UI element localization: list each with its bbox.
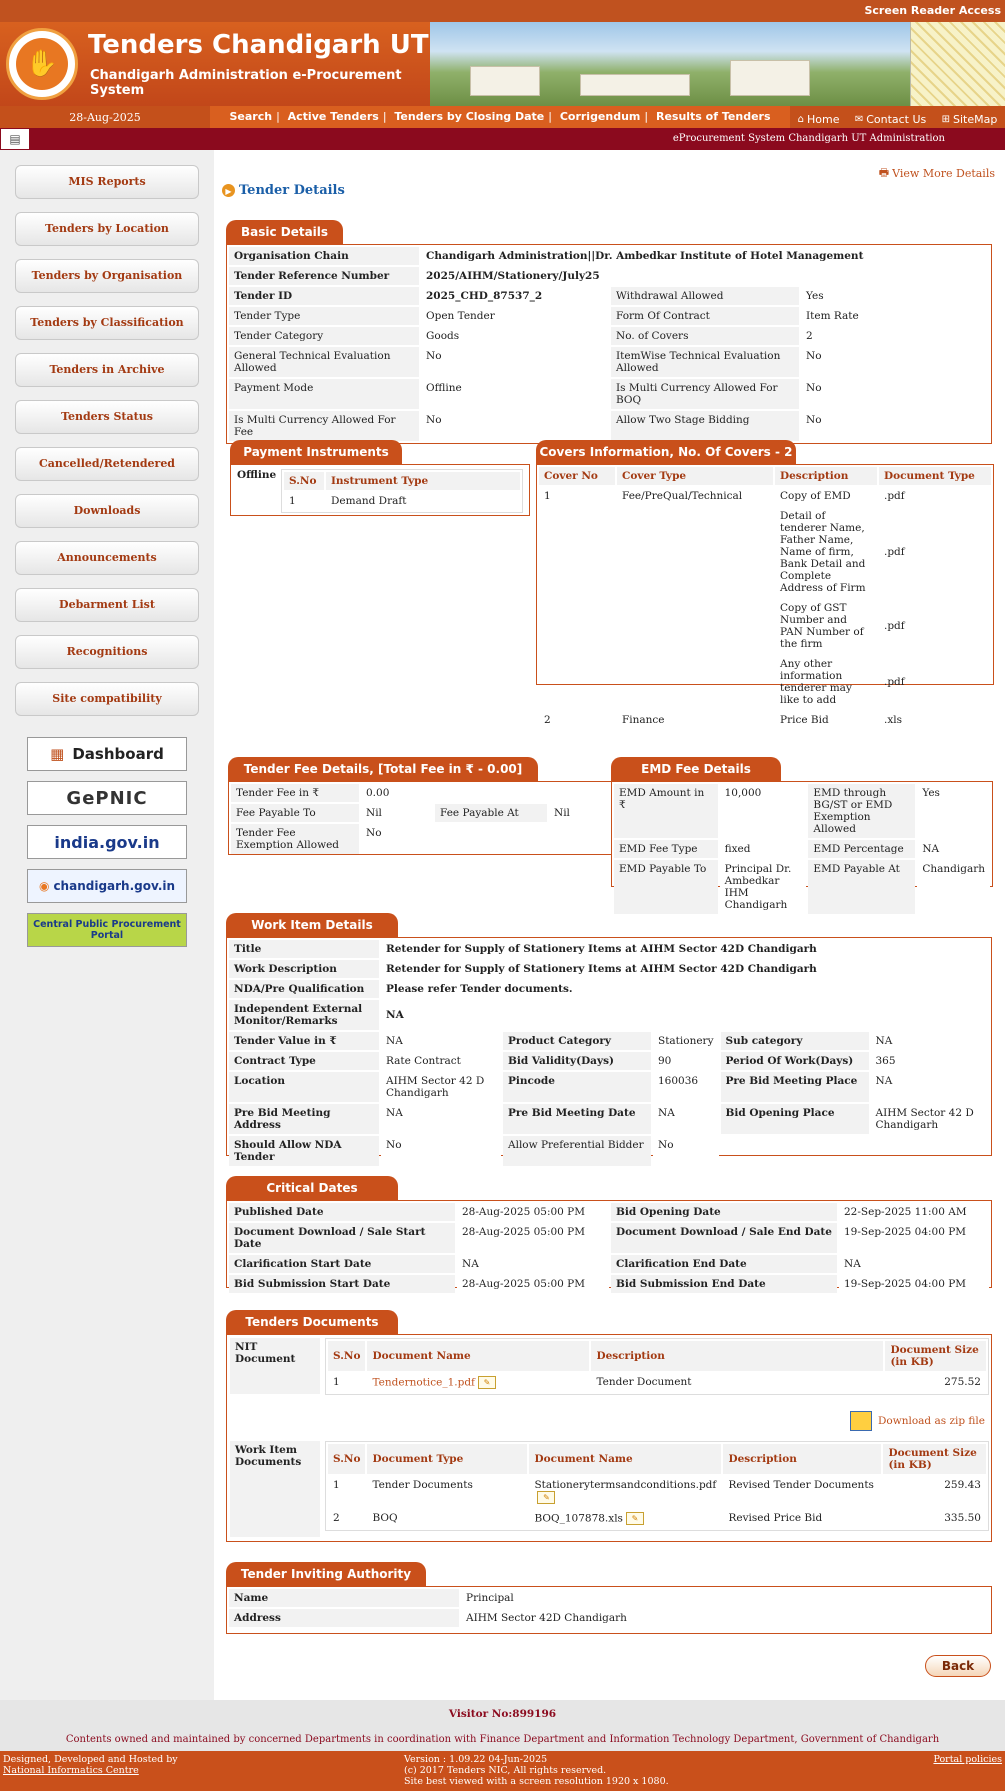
sidebar-item-site-compatibility[interactable]: Site compatibility (15, 682, 199, 716)
table-row: 2 BOQ BOQ_107878.xls ✎ Revised Price Bid 335.50 (333, 1512, 981, 1525)
chandigarh-admin-logo (6, 28, 78, 100)
nav-utility (790, 106, 1005, 128)
work-document-link[interactable]: Stationerytermsandconditions.pdf (534, 1479, 717, 1491)
payment-mode: Offline (237, 469, 277, 481)
sidebar-item-tenders-in-archive[interactable]: Tenders in Archive (15, 353, 199, 387)
tender-fee-section (228, 757, 622, 855)
sidebar-item-tenders-by-classification[interactable]: Tenders by Classification (15, 306, 199, 340)
back-button[interactable]: Back (925, 1655, 991, 1677)
emd-fee-box: EMD Amount in ₹ 10,000 EMD through BG/ST or EMD Exemption Allowed Yes EMD Fee Type fixed EMD Percentage NA EMD Payable To Principal Dr. Ambedkar IHM Chandigarh EMD Payable At Chandigarh (611, 781, 993, 887)
signed-document-icon: ✎ (478, 1376, 496, 1389)
basic-details-tab: Basic Details (226, 220, 343, 244)
emblem-icon: ◉ (38, 879, 50, 893)
basic-details-box: Organisation Chain Chandigarh Administration||Dr. Ambedkar Institute of Hotel Management Tender Reference Number 2025/AIHM/Stationery/July25 Tender ID 2025_CHD_87537_2 Withdrawal Allowed Yes Tender Type Open Tender Form Of Contract Item Rate Tender Category Goods No. of Covers 2 General Technical Evaluation Allowed No ItemWise Technical Evaluation Allowed No Payment Mode Offline Is Multi Currency Allowed For BOQ No Is Multi Currency Allowed For Fee No Allow Two Stage Bidding No (226, 244, 992, 444)
screen-reader-link[interactable]: Screen Reader Access (864, 4, 1001, 17)
nav-tenders-by-closing-date[interactable]: Tenders by Closing Date (394, 110, 545, 123)
sidebar-item-tenders-by-location[interactable]: Tenders by Location (15, 212, 199, 246)
banner-map (910, 22, 1005, 106)
sidebar-item-tenders-status[interactable]: Tenders Status (15, 400, 199, 434)
portal-policies-link[interactable]: Portal policies (933, 1754, 1002, 1765)
boq-document-link[interactable]: BOQ_107878.xls (534, 1512, 623, 1525)
sidebar-item-recognitions[interactable]: Recognitions (15, 635, 199, 669)
footer-info (0, 1700, 1005, 1751)
work-item-documents-label: Work Item Documents (230, 1441, 320, 1537)
download-zip-link[interactable]: Download as zip file (850, 1411, 985, 1431)
chart-icon: ▦ (50, 745, 65, 763)
site-title: Tenders Chandigarh UT (88, 30, 429, 60)
banner-brand (0, 22, 430, 106)
payment-instruments-box: Offline S.No Instrument Type 1 Demand Draft (230, 464, 530, 516)
payment-instruments-section (230, 440, 530, 528)
document-icon[interactable]: ▤ (0, 128, 30, 150)
top-bar (0, 0, 1005, 22)
table-row: 1 Tender Documents Stationerytermsandconditions.pdf✎ Revised Tender Documents 259.43 (333, 1479, 981, 1502)
nav-results-of-tenders[interactable]: Results of Tenders (655, 110, 771, 123)
current-date: 28-Aug-2025 (0, 106, 210, 128)
emd-fee-tab: EMD Fee Details (611, 757, 781, 781)
contents-note: Contents owned and maintained by concerned Departments in coordination with Finance Department and Information Technology Department, Government of Chandigarh (65, 1734, 940, 1745)
visitor-count: Visitor No:899196 (448, 1708, 557, 1720)
table-row: Copy of GST Number and PAN Number of the firm .pdf (780, 602, 905, 650)
sidebar-item-mis-reports[interactable]: MIS Reports (15, 165, 199, 199)
chandigarh-gov-logo[interactable]: ◉ chandigarh.gov.in (27, 869, 187, 903)
nit-document-link[interactable]: Tendernotice_1.pdf (372, 1376, 475, 1389)
table-row: 1 Fee/PreQual/Technical Copy of EMD .pdf (544, 490, 905, 502)
nic-link[interactable]: National Informatics Centre (3, 1765, 139, 1776)
emd-fee-section (611, 757, 993, 911)
tender-documents-box: NIT Document S.No Document Name Description Document Size (in KB) 1 Tendernotice_1.pdf ✎ Tender Document 275.52 Download as zip file Work Item Documents S.No Document Type Document Name Description Document Size (in KB) 1 Tender Documents Stationerytermsandconditions.pdf✎ Revised Tender Documents 259.43 2 BOQ BOQ_107878.xls ✎ Revised Price Bid 335.50 (226, 1334, 992, 1542)
mail-icon: ✉ (854, 113, 864, 125)
tender-documents-tab: Tenders Documents (226, 1310, 398, 1334)
sidebar-item-tenders-by-organisation[interactable]: Tenders by Organisation (15, 259, 199, 293)
marquee-bar (0, 128, 1005, 150)
india-gov-logo[interactable]: india.gov.in (27, 825, 187, 859)
critical-dates-tab: Critical Dates (226, 1176, 398, 1200)
covers-info-section (536, 440, 994, 726)
table-row: 2 Finance Price Bid .xls (544, 714, 903, 726)
table-row: 1 Tendernotice_1.pdf ✎ Tender Document 275.52 (333, 1376, 981, 1389)
main-nav (0, 106, 1005, 128)
view-more-link[interactable]: 🖶 View More Details (879, 164, 995, 183)
signed-document-icon: ✎ (626, 1512, 644, 1525)
nav-contact[interactable]: ✉ Contact Us (854, 112, 927, 126)
table-row: Detail of tenderer Name, Father Name, Name of firm, Bank Detail and Complete Address of Firm .pdf (780, 510, 905, 594)
sidebar-item-debarment-list[interactable]: Debarment List (15, 588, 199, 622)
nav-search[interactable]: Search (229, 110, 273, 123)
marquee-text: eProcurement System Chandigarh UT Administration (672, 133, 945, 144)
sidebar-item-downloads[interactable]: Downloads (15, 494, 199, 528)
tender-fee-box: Tender Fee in ₹ 0.00 Fee Payable To Nil Fee Payable At Nil Tender Fee Exemption Allowed No (228, 781, 622, 855)
critical-dates-section (226, 1176, 992, 1288)
inviting-authority-box: Name Principal Address AIHM Sector 42D Chandigarh (226, 1586, 992, 1634)
basic-details-section (226, 220, 992, 438)
printer-icon: 🖶 (878, 166, 890, 179)
open-hand-icon: ✋ (16, 38, 68, 90)
nav-sitemap[interactable]: ⊞ SiteMap (941, 112, 998, 126)
covers-info-tab: Covers Information, No. Of Covers - 2 (536, 440, 796, 464)
banner-photo (430, 22, 910, 106)
signed-document-icon: ✎ (537, 1491, 555, 1504)
nav-links: Search | Active Tenders | Tenders by Closing Date | Corrigendum | Results of Tenders (229, 110, 771, 123)
site-subtitle: Chandigarh Administration e-Procurement System (90, 68, 402, 98)
sidebar (0, 150, 214, 1700)
covers-info-box: Cover No Cover Type Description Document Type 1 Fee/PreQual/Technical Copy of EMD .pdf Detail of tenderer Name, Father Name, Name of firm, Bank Detail and Complete Address of Firm .pdf Copy of GST Number and PAN Number of the firm .pdf Any other information tenderer may like to add .pdf 2 Finance Price Bid .xls (536, 464, 994, 685)
sidebar-item-cancelled-retendered[interactable]: Cancelled/Retendered (15, 447, 199, 481)
payment-instruments-tab: Payment Instruments (230, 440, 402, 464)
tender-documents-section (226, 1310, 992, 1542)
header-banner (0, 22, 1005, 106)
nav-home[interactable]: ⌂ Home (797, 112, 840, 126)
work-item-section (226, 913, 992, 1163)
sitemap-icon: ⊞ (941, 113, 950, 125)
work-item-box: Title Retender for Supply of Stationery Items at AIHM Sector 42D Chandigarh Work Description Retender for Supply of Stationery Items at AIHM Sector 42D Chandigarh NDA/Pre Qualification Please refer Tender documents. Independent External Monitor/Remarks NA Tender Value in ₹ NA Product Category Stationery Sub category NA Contract Type Rate Contract Bid Validity(Days) 90 Period Of Work(Days) 365 Location AIHM Sector 42 D Chandigarh Pincode 160036 Pre Bid Meeting Place NA Pre Bid Meeting Address NA Pre Bid Meeting Date NA Bid Opening Place AIHM Sector 42 D Chandigarh Should Allow NDA Tender No Allow Preferential Bidder No (226, 937, 992, 1156)
home-icon: ⌂ (797, 113, 805, 125)
cppp-logo[interactable]: Central Public Procurement Portal (27, 913, 187, 947)
footer-version: Version : 1.09.22 04-Jun-2025 (c) 2017 Tenders NIC, All rights reserved. Site best viewed with a screen resolution 1920 x 1080. (404, 1754, 669, 1787)
table-row: Any other information tenderer may like to add .pdf (780, 658, 905, 706)
work-item-tab: Work Item Details (226, 913, 398, 937)
tender-fee-tab: Tender Fee Details, [Total Fee in ₹ - 0.00] (228, 757, 538, 781)
inviting-authority-tab: Tender Inviting Authority (226, 1562, 426, 1586)
arrow-icon: ▶ (222, 184, 235, 197)
inviting-authority-section (226, 1562, 992, 1634)
footer-bar (0, 1751, 1005, 1791)
nav-active-tenders[interactable]: Active Tenders (287, 110, 379, 123)
sidebar-item-announcements[interactable]: Announcements (15, 541, 199, 575)
footer-credits: Designed, Developed and Hosted by National Informatics Centre (3, 1754, 178, 1776)
nav-corrigendum[interactable]: Corrigendum (559, 110, 641, 123)
nit-document-label: NIT Document (230, 1338, 320, 1394)
table-row: 1 Demand Draft (289, 495, 407, 507)
zip-download-icon (850, 1411, 872, 1431)
dashboard-logo[interactable]: ▦ Dashboard (27, 737, 187, 771)
critical-dates-box: Published Date 28-Aug-2025 05:00 PM Bid Opening Date 22-Sep-2025 11:00 AM Document Download / Sale Start Date 28-Aug-2025 05:00 PM Document Download / Sale End Date 19-Sep-2025 04:00 PM Clarification Start Date NA Clarification End Date NA Bid Submission Start Date 28-Aug-2025 05:00 PM Bid Submission End Date 19-Sep-2025 04:00 PM (226, 1200, 992, 1288)
page-title: ▶ Tender Details (222, 183, 345, 198)
gepnic-logo[interactable]: GePNIC (27, 781, 187, 815)
